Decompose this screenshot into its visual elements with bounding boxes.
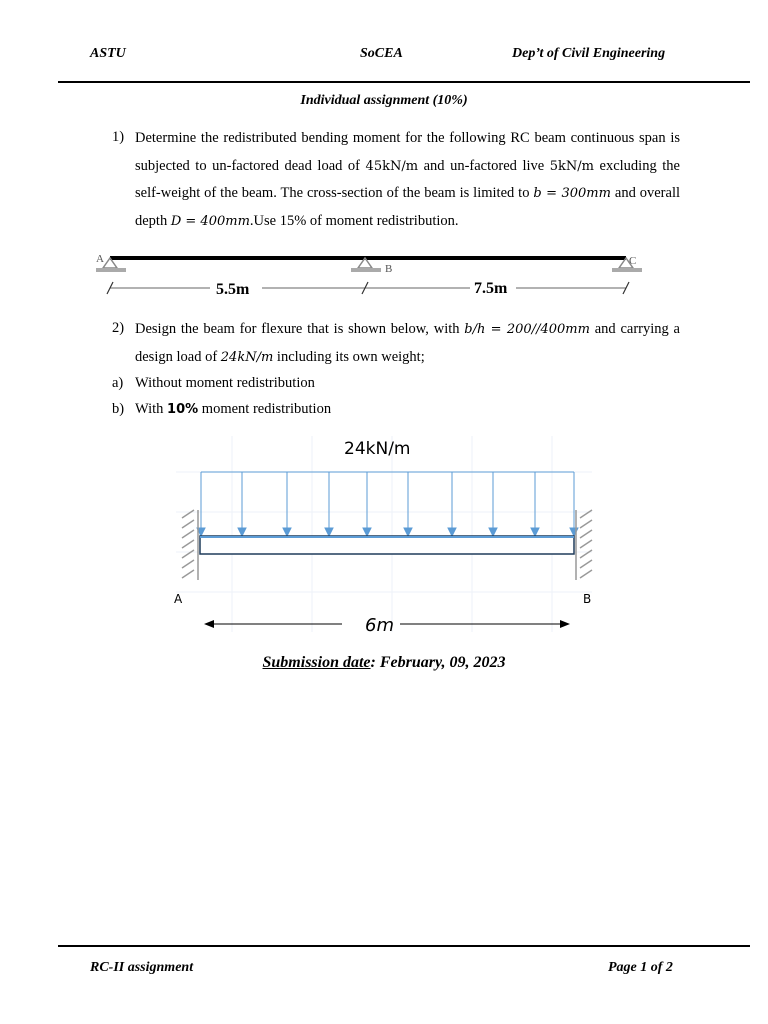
q2-text: Design the beam for flexure that is shown below, with b/h = 200//400mm and carrying a design load of 24kN/m including its own weight; — [135, 321, 680, 365]
item-a-text: Without moment redistribution — [135, 375, 315, 391]
section-dims: b/h = 200//400mm — [464, 322, 590, 337]
header-right: Dep’t of Civil Engineering — [512, 46, 666, 61]
continuous-beam-figure — [90, 248, 650, 300]
assignment-title: Individual assignment (10%) — [300, 93, 468, 108]
live-load: 5kN/m — [549, 158, 594, 174]
item-a-label: a) — [112, 375, 124, 391]
load-label: 24kN/m — [344, 439, 411, 459]
dead-load: 45kN/m — [365, 158, 419, 174]
span2-label: 7.5m — [474, 280, 508, 297]
footer-right: Page 1 of 2 — [608, 960, 673, 975]
support-b-label: B — [385, 263, 393, 275]
item-b-text: With 10% moment redistribution — [135, 401, 332, 417]
beam-depth: D = 400mm — [170, 213, 250, 229]
q2-number: 2) — [112, 320, 125, 336]
span-label: 6m — [365, 615, 394, 636]
footer-rule — [58, 945, 750, 947]
support-a-label: A — [174, 592, 183, 606]
support-a-label: A — [96, 253, 104, 265]
q1-number: 1) — [112, 129, 125, 145]
header-center: SoCEA — [360, 46, 403, 61]
item-b-label: b) — [112, 401, 125, 417]
footer-left: RC-II assignment — [90, 960, 194, 975]
beam-width: b = 300mm — [533, 186, 611, 201]
submission-date: Submission date: February, 09, 2023 — [262, 654, 506, 671]
design-load: 24kN/m — [220, 349, 274, 365]
span1-label: 5.5m — [216, 281, 250, 298]
fixed-beam-figure — [172, 432, 596, 638]
support-b-label: B — [583, 592, 592, 606]
header-left: ASTU — [90, 46, 126, 61]
header-rule — [58, 81, 750, 83]
support-c-label: C — [629, 255, 637, 267]
q1-text: Determine the redistributed bending moment for the following RC beam continuous span is subjected to un-factored dead load of 45kN/m and un-factored live 5kN/m excluding the self-weight of the beam. The cross-section of the beam is limited to b = 300mm and overall depth D = 400mm.Use 15% of moment redistribution. — [135, 130, 681, 229]
